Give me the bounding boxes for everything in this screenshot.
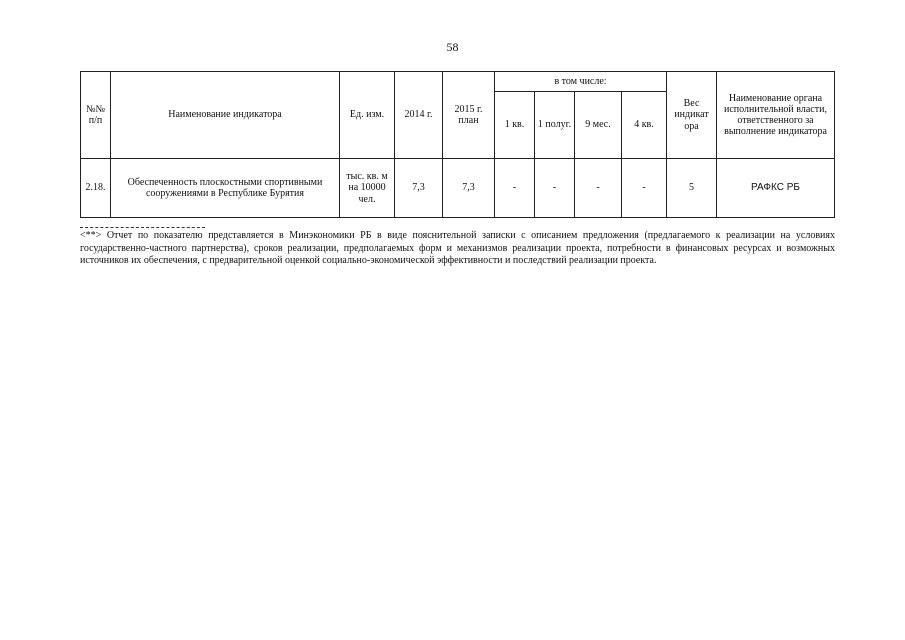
header-2014: 2014 г. — [395, 72, 443, 159]
header-row-1 — [81, 72, 835, 92]
table-row — [81, 159, 835, 218]
header-9-months: 9 мес. — [575, 92, 622, 159]
footnote-text: <**> Отчет по показателю представляется в Минэкономики РБ в виде пояснительной записки с описанием предложения (предлагаемого к реализации на условиях государственно-частного партнерства), сроков реализации, предполагаемых форм и механизмов реализации проекта, потребности в финансовых ресурсах и возможных источников их обеспечения, с предварительной оценкой социально-экономической эффективности и последствий реализации проекта. — [80, 230, 835, 266]
row-indicator-name: Обеспеченность плоскостными спортивными сооружениями в Республике Бурятия — [111, 159, 340, 218]
row-half1: - — [535, 159, 575, 218]
header-q1: 1 кв. — [495, 92, 535, 159]
header-unit: Ед. изм. — [340, 72, 395, 159]
indicators-table — [80, 71, 835, 218]
header-including: в том числе: — [495, 72, 667, 92]
header-weight: Вес индикат ора — [667, 72, 717, 159]
row-q1: - — [495, 159, 535, 218]
header-2015-plan: 2015 г. план — [443, 72, 495, 159]
header-q4: 4 кв. — [622, 92, 667, 159]
row-2014: 7,3 — [395, 159, 443, 218]
row-num: 2.18. — [81, 159, 111, 218]
row-authority: РАФКС РБ — [717, 159, 835, 218]
row-unit: тыс. кв. м на 10000 чел. — [340, 159, 395, 218]
footnote-divider — [80, 227, 205, 228]
page-number: 58 — [446, 40, 459, 54]
row-9-months: - — [575, 159, 622, 218]
header-num: №№ п/п — [81, 72, 111, 159]
header-half1: 1 полуг. — [535, 92, 575, 159]
row-weight: 5 — [667, 159, 717, 218]
header-authority: Наименование органа исполнительной власти, ответственного за выполнение индикатора — [717, 72, 835, 159]
row-2015: 7,3 — [443, 159, 495, 218]
header-indicator-name: Наименование индикатора — [111, 72, 340, 159]
row-q4: - — [622, 159, 667, 218]
